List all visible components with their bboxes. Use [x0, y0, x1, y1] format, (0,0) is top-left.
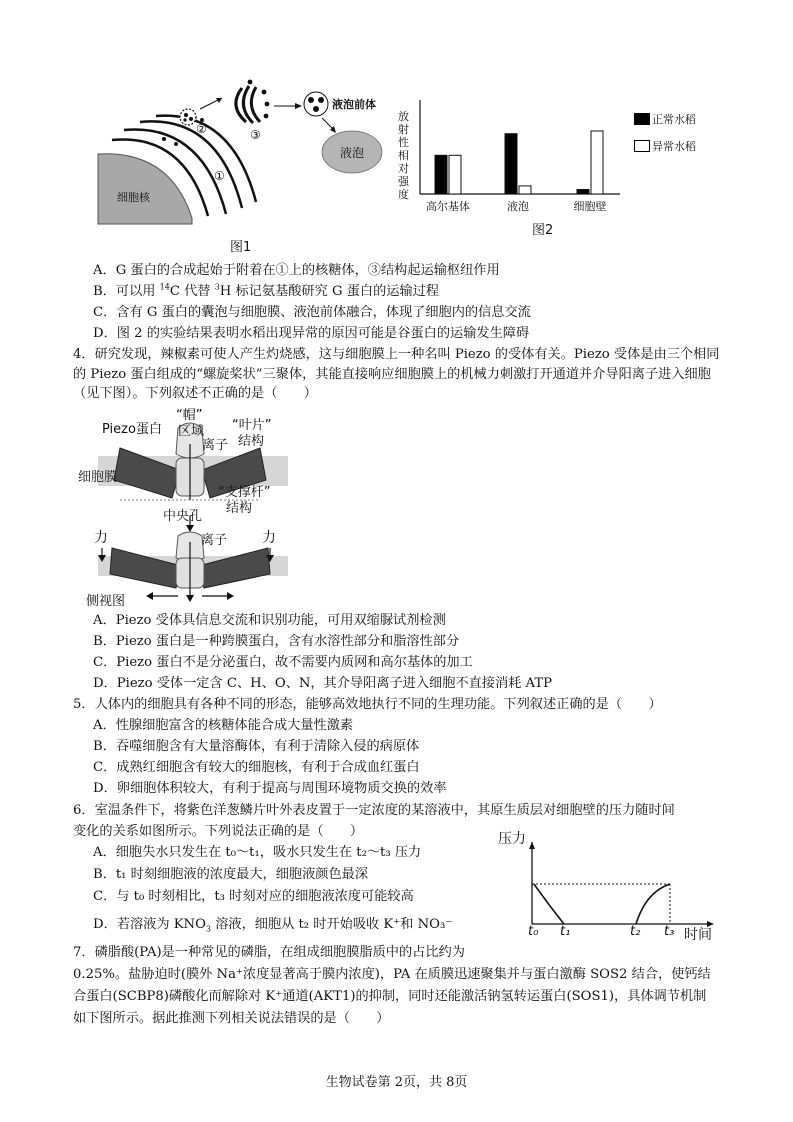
piezo-protein-label: Piezo蛋白 [102, 422, 162, 437]
vacuole-precursor [304, 92, 328, 116]
q3-option-c: C．含有 G 蛋白的囊泡与细胞膜、液泡前体融合，体现了细胞内的信息交流 [93, 305, 531, 320]
fig2-bar [435, 155, 447, 194]
membrane-label: 细胞膜 [78, 470, 118, 485]
fig2-bar [577, 190, 589, 195]
blade-label-2: 结构 [238, 434, 265, 449]
ion-label-top: 离子 [202, 438, 229, 453]
fig2-category-label: 高尔基体 [426, 200, 470, 213]
q6-stem-line2: 变化的关系如图所示。下列说法正确的是（ ） [73, 824, 364, 839]
q6-option-d: D．若溶液为 $KNO_3$ 溶液，细胞从 t₂ 时开始吸收 K⁺和 NO₃⁻ [93, 917, 453, 934]
q6-stem-line1: 6．室温条件下，将紫色洋葱鳞片叶外表皮置于一定浓度的某溶液中，其原生质层对细胞壁的压力随时间 [73, 803, 675, 818]
time-axis-label: 时间 [684, 927, 712, 943]
q5-option-a: A．性腺细胞富含的核糖体能合成大量性激素 [93, 718, 354, 733]
fig2-legend-normal-swatch [634, 113, 650, 125]
t3-label: t₃ [664, 924, 675, 939]
q3-option-b: B．可以用 $^{14}$C 代替 $^3$H 标记氨基酸研究 G 蛋白的运输过程 [93, 282, 440, 299]
page-footer: 生物试卷第 2页，共 8页 [325, 1075, 468, 1090]
q4-option-d: D．Piezo 受体一定含 C、H、O、N，其介导阳离子进入细胞不直接消耗 ATP [93, 676, 553, 691]
q7-line2: 0.25%。盐胁迫时(膜外 Na⁺浓度显著高于膜内浓度)，PA 在质膜迅速聚集并与蛋白激酶 SOS2 结合，使钙结 [73, 967, 711, 982]
fig2-legend-normal-label: 正常水稻 [652, 113, 696, 126]
q5-option-c: C．成熟红细胞含有较大的细胞核，有利于合成血红蛋白 [93, 760, 420, 775]
fig2-bar [449, 155, 461, 194]
q5-option-b: B．吞噬细胞含有大量溶酶体，有利于清除入侵的病原体 [93, 739, 420, 754]
force-label-left: 力 [94, 530, 108, 546]
fig2-ylabel: 放射性相对强度 [398, 110, 409, 201]
fig2-bar [591, 131, 603, 194]
t2-label: t₂ [630, 924, 641, 939]
vacuole-precursor-label: 液泡前体 [332, 98, 376, 111]
q6-option-b: B．t₁ 时刻细胞液的浓度最大，细胞液颜色最深 [93, 867, 369, 882]
q4-option-b: B．Piezo 蛋白是一种跨膜蛋白，含有水溶性部分和脂溶性部分 [93, 634, 460, 649]
q4-stem: 4．研究发现，辣椒素可使人产生灼烧感，这与细胞膜上一种名叫 Piezo 的受体有关。Piezo 受体是由三个相同的 Piezo 蛋白组成的“螺旋桨状”三聚体，其能直接响应细胞膜上的机械力刺激打开通道并介导阳离子进入细胞（见下图）。下列叙述不正确的是（ ） [73, 347, 720, 401]
fig2-legend-abnormal-label: 异常水稻 [652, 140, 696, 153]
t0-label: t₀ [528, 924, 539, 939]
q6-option-a: A．细胞失水只发生在 t₀～t₁，吸水只发生在 t₂～t₃ 压力 [93, 845, 422, 860]
pressure-time-graph [520, 842, 720, 934]
central-pore-label: 中央孔 [163, 509, 203, 524]
marker-3: ③ [250, 128, 261, 142]
fig2-category-label: 细胞壁 [573, 200, 607, 213]
fig2-legend-abnormal-swatch [634, 140, 650, 152]
q7-line3: 合蛋白(SCBP8)磷酸化而解除对 K⁺通道(AKT1)的抑制，同时还能激活钠氢转运蛋白(SOS1)，具体调节机制 [73, 989, 707, 1004]
q4-option-c: C．Piezo 蛋白不是分泌蛋白，故不需要内质网和高尔基体的加工 [93, 655, 473, 670]
pressure-axis-label: 压力 [498, 831, 526, 847]
golgi-3 [236, 80, 270, 123]
figure-1-caption: 图1 [230, 240, 252, 255]
figure-2-chart [410, 100, 630, 220]
force-label-right: 力 [262, 530, 276, 546]
blade-label-1: “叶片” [232, 418, 272, 433]
side-view-label: 侧视图 [86, 594, 126, 609]
marker-2: ② [196, 122, 207, 136]
cap-label-2: 区域 [178, 424, 205, 439]
t1-label: t₁ [560, 924, 571, 939]
beam-label-1: “支撑杆” [218, 485, 271, 500]
q3-option-d: D．图 2 的实验结果表明水稻出现异常的原因可能是谷蛋白的运输发生障碍 [93, 326, 530, 341]
figure-2-caption: 图2 [532, 223, 554, 238]
nucleus-label: 细胞核 [117, 191, 150, 204]
fig2-category-label: 液泡 [507, 200, 529, 213]
q5-stem: 5．人体内的细胞具有各种不同的形态，能够高效地执行不同的生理功能。下列叙述正确的是（ ） [73, 697, 662, 712]
vesicle-2 [180, 109, 196, 125]
fig2-bar [505, 134, 517, 194]
beam-label-2: 结构 [226, 501, 253, 516]
q6-option-c: C．与 t₀ 时刻相比，t₃ 时刻对应的细胞液浓度可能较高 [93, 889, 414, 904]
vacuole-label: 液泡 [340, 146, 365, 160]
q7-line1: 7．磷脂酸(PA)是一种常见的磷脂，在组成细胞膜脂质中的占比约为 [73, 945, 465, 960]
q5-option-d: D．卵细胞体积较大，有利于提高与周围环境物质交换的效率 [93, 781, 447, 796]
cap-label-1: “帽” [176, 408, 203, 423]
ion-label-bottom: 离子 [201, 533, 228, 548]
q4-option-a: A．Piezo 受体具信息交流和识别功能，可用双缩脲试剂检测 [93, 613, 446, 628]
marker-1: ① [214, 169, 225, 183]
q3-option-a: A．G 蛋白的合成起始于附着在①上的核糖体，③结构起运输枢纽作用 [93, 263, 500, 278]
q7-line4: 如下图所示。据此推测下列相关说法错误的是（ ） [73, 1011, 390, 1026]
fig2-bar [519, 186, 531, 194]
